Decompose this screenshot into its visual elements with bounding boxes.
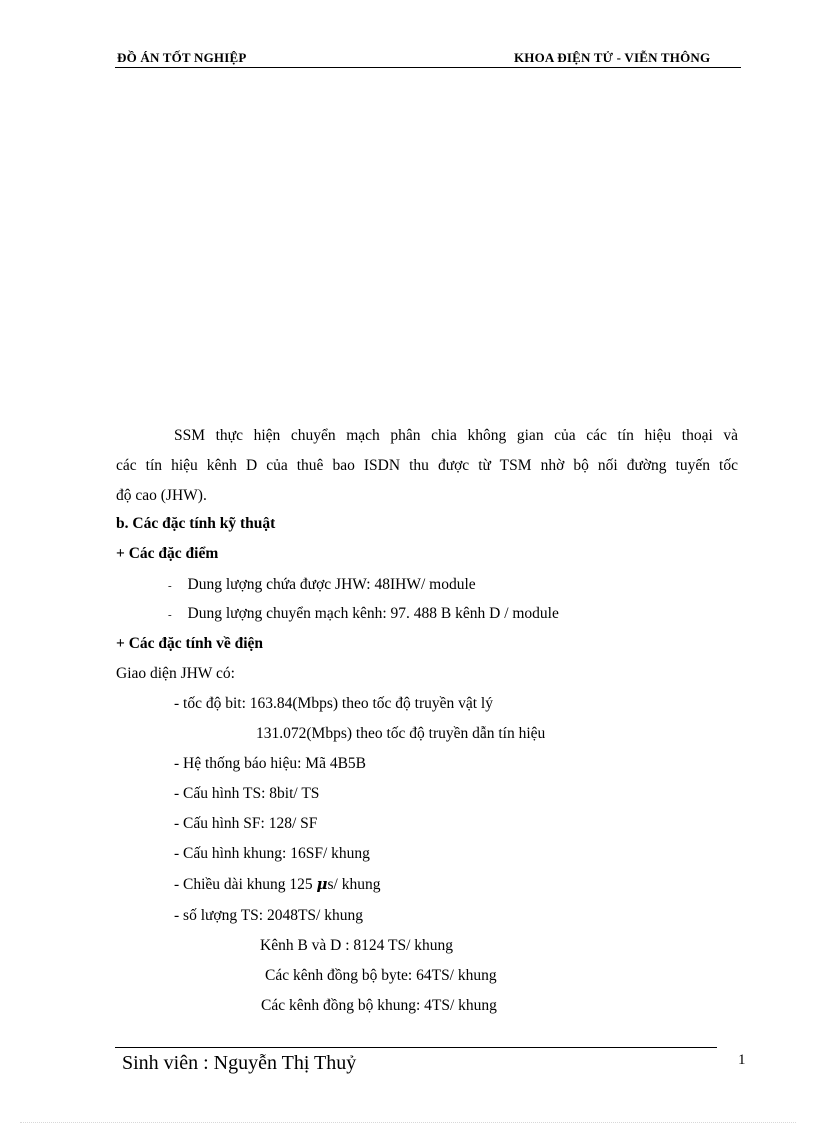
footer-rule: [115, 1047, 717, 1048]
feature-item-text: Dung lượng chuyển mạch kênh: 97. 488 B kênh D / module: [187, 605, 559, 622]
intro-line-1: SSM thực hiện chuyển mạch phân chia không gian của các tín hiệu thoại và: [174, 427, 738, 444]
spec-signaling: - Hệ thống báo hiệu: Mã 4B5B: [174, 755, 367, 772]
section-heading-b: b. Các đặc tính kỹ thuật: [116, 515, 276, 532]
spec-frame-length: [174, 875, 380, 894]
intro-paragraph: [116, 421, 738, 511]
intro-line-3: độ cao (JHW).: [116, 487, 207, 504]
spec-bd-channels: Kênh B và D : 8124 TS/ khung: [260, 937, 454, 954]
header-right-title: KHOA ĐIỆN TỬ - VIỄN THÔNG: [514, 50, 711, 65]
feature-item: [168, 576, 476, 594]
spec-bitrate-physical: - tốc độ bit: 163.84(Mbps) theo tốc độ truyền vật lý: [174, 695, 493, 712]
spec-frame-config: - Cấu hình khung: 16SF/ khung: [174, 845, 370, 862]
spec-sf-config: - Cấu hình SF: 128/ SF: [174, 815, 318, 832]
header-rule: [115, 67, 741, 68]
spec-byte-sync: Các kênh đồng bộ byte: 64TS/ khung: [265, 967, 497, 984]
spec-ts-count: - số lượng TS: 2048TS/ khung: [174, 907, 363, 924]
bullet-dash-icon: -: [168, 580, 172, 592]
spec-frame-sync: Các kênh đồng bộ khung: 4TS/ khung: [261, 997, 497, 1014]
spec-bitrate-signal: 131.072(Mbps) theo tốc độ truyền dẫn tín hiệu: [256, 725, 546, 742]
page-number: 1: [738, 1052, 746, 1068]
header-left-title: ĐỒ ÁN TỐT NGHIỆP: [117, 50, 247, 65]
bullet-dash-icon: -: [168, 609, 172, 621]
spec-ts-config: - Cấu hình TS: 8bit/ TS: [174, 785, 320, 802]
spec-frame-length-suffix: s/ khung: [327, 876, 381, 893]
micro-symbol: μ: [316, 875, 328, 893]
spec-frame-length-prefix: - Chiều dài khung 125: [174, 876, 317, 893]
footer-student-name: Sinh viên : Nguyễn Thị Thuỷ: [122, 1052, 357, 1074]
electrical-heading: + Các đặc tính về điện: [116, 635, 264, 652]
features-heading: + Các đặc điểm: [116, 545, 219, 562]
feature-item-text: Dung lượng chứa được JHW: 48IHW/ module: [187, 576, 476, 593]
feature-item: [168, 605, 559, 623]
intro-line-2: các tín hiệu kênh D của thuê bao ISDN thu được từ TSM nhờ bộ nối đường tuyến tốc: [116, 457, 738, 474]
jhw-intro: Giao diện JHW có:: [116, 665, 235, 682]
